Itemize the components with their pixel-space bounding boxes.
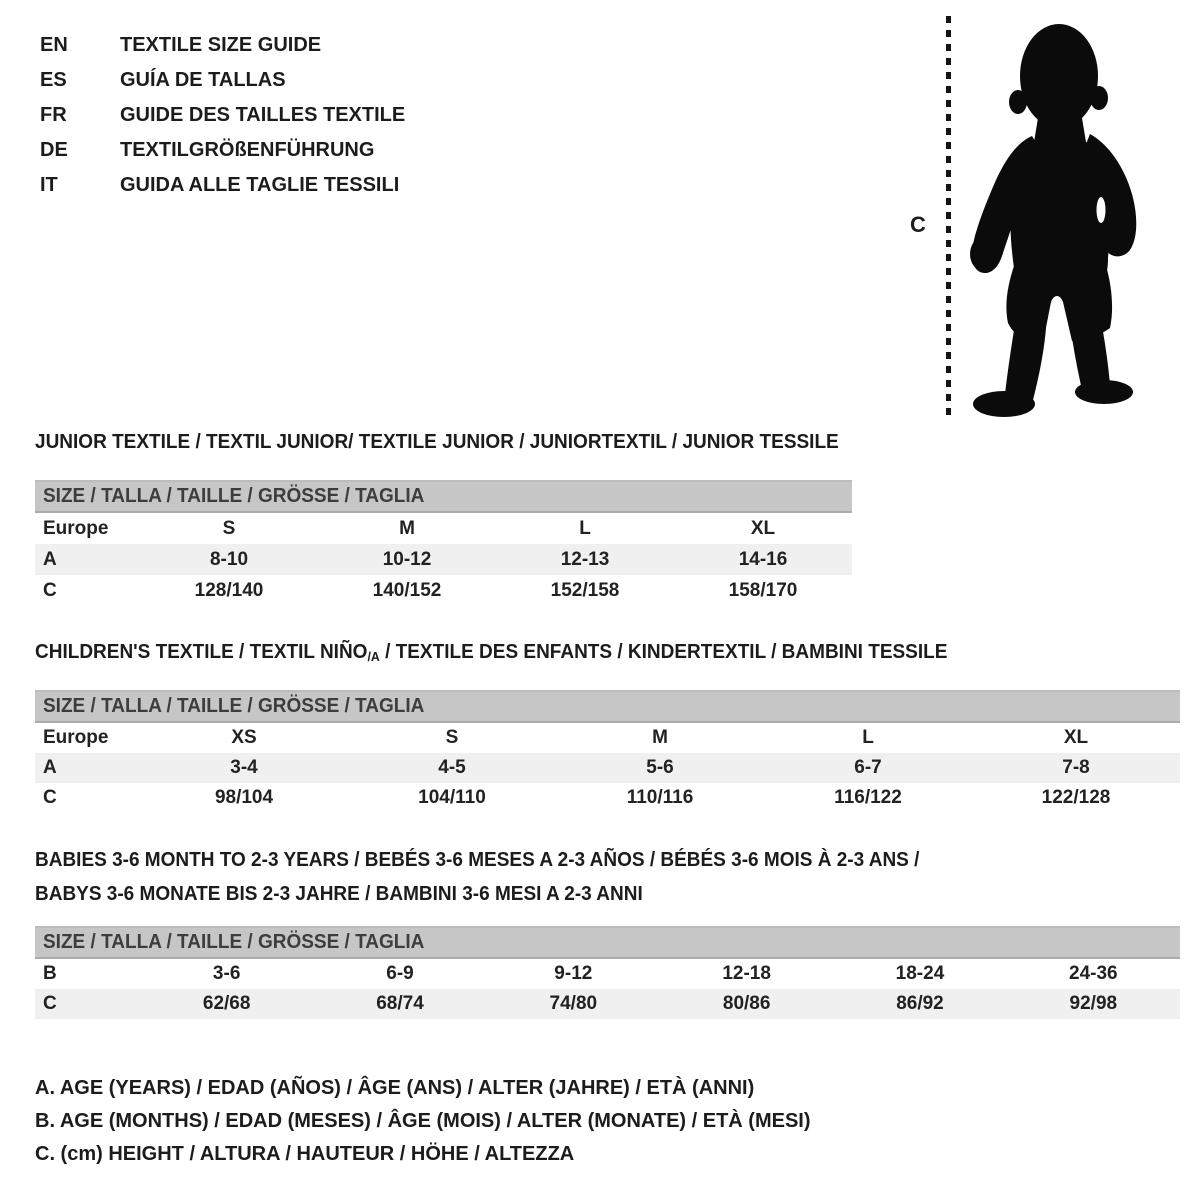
table-row-europe bbox=[35, 513, 852, 544]
table-row-height-cm bbox=[35, 783, 1180, 813]
junior-table-title-text: JUNIOR TEXTILE / TEXTIL JUNIOR/ TEXTILE JUNIOR / JUNIORTEXTIL / JUNIOR TESSILE bbox=[35, 431, 839, 453]
size-cell: XS bbox=[231, 727, 257, 748]
size-cell: M bbox=[652, 727, 668, 748]
size-cell: S bbox=[222, 517, 236, 539]
height-measure-dashed-line bbox=[946, 16, 951, 418]
table-row-height-cm bbox=[35, 989, 1180, 1019]
height-cell: 110/116 bbox=[626, 787, 694, 808]
junior-textile-table bbox=[35, 480, 852, 606]
row-label: Europe bbox=[43, 517, 109, 539]
language-row-de bbox=[40, 133, 405, 168]
children-title-suffix: / TEXTILE DES ENFANTS / KINDERTEXTIL / BAMBINI TESSILE bbox=[379, 641, 948, 663]
babies-table-title-line2 bbox=[35, 883, 675, 906]
guide-title-fr: GUIDE DES TAILLES TEXTILE bbox=[120, 104, 406, 126]
table-row-height-cm bbox=[35, 575, 852, 606]
children-title-sub: /A bbox=[367, 649, 380, 664]
language-row-fr bbox=[40, 98, 405, 133]
guide-title-it: GUIDA ALLE TAGLIE TESSILI bbox=[120, 174, 400, 196]
size-cell: XL bbox=[1063, 727, 1089, 748]
age-cell: 7-8 bbox=[1062, 757, 1090, 778]
children-table-title bbox=[35, 641, 995, 664]
language-row-en bbox=[40, 28, 405, 63]
age-cell: 5-6 bbox=[646, 757, 674, 778]
guide-title-en: TEXTILE SIZE GUIDE bbox=[120, 34, 322, 56]
age-cell: 10-12 bbox=[382, 548, 432, 570]
height-cell: 92/98 bbox=[1069, 993, 1118, 1014]
row-label: C bbox=[43, 579, 57, 601]
babies-table-title-line1-text: BABIES 3-6 MONTH TO 2-3 YEARS / BEBÉS 3-6 MESES A 2-3 AÑOS / BÉBÉS 3-6 MOIS À 2-3 ANS / bbox=[35, 849, 920, 871]
height-cell: 62/68 bbox=[202, 993, 251, 1014]
age-cell: 3-6 bbox=[212, 963, 241, 984]
age-cell: 24-36 bbox=[1069, 963, 1118, 984]
guide-title-es: GUÍA DE TALLAS bbox=[120, 69, 286, 91]
junior-table-title bbox=[35, 431, 881, 454]
babies-table-title-line1 bbox=[35, 849, 966, 872]
table-row-age-months bbox=[35, 959, 1180, 989]
size-cell: M bbox=[399, 517, 415, 539]
age-cell: 8-10 bbox=[209, 548, 249, 570]
age-cell: 12-13 bbox=[560, 548, 610, 570]
language-row-es bbox=[40, 63, 405, 98]
language-code: IT bbox=[40, 174, 58, 196]
height-cell: 152/158 bbox=[550, 579, 620, 601]
row-label: C bbox=[43, 993, 57, 1014]
height-cell: 104/110 bbox=[418, 787, 486, 808]
table-row-age-years bbox=[35, 544, 852, 575]
footnote-a: A. AGE (YEARS) / EDAD (AÑOS) / ÂGE (ANS) / ALTER (JAHRE) / ETÀ (ANNI) bbox=[35, 1077, 755, 1099]
babies-textile-table bbox=[35, 926, 1180, 1019]
row-label: A bbox=[43, 548, 57, 570]
height-cell: 98/104 bbox=[214, 787, 274, 808]
language-code: ES bbox=[40, 69, 67, 91]
height-cell: 68/74 bbox=[376, 993, 424, 1014]
height-cell: 122/128 bbox=[1041, 787, 1111, 808]
size-cell: L bbox=[579, 517, 591, 539]
table-row-age-years bbox=[35, 753, 1180, 783]
height-cell: 116/122 bbox=[834, 787, 902, 808]
size-header-bar bbox=[35, 690, 1180, 723]
footnote-c: C. (cm) HEIGHT / ALTURA / HAUTEUR / HÖHE / ALTEZZA bbox=[35, 1143, 575, 1165]
size-header-label: SIZE / TALLA / TAILLE / GRÖSSE / TAGLIA bbox=[43, 485, 425, 507]
height-cell: 80/86 bbox=[722, 993, 771, 1014]
row-label: B bbox=[43, 963, 57, 984]
row-label: Europe bbox=[43, 727, 109, 748]
children-textile-table bbox=[35, 690, 1180, 813]
age-cell: 3-4 bbox=[230, 757, 258, 778]
table-row-europe bbox=[35, 723, 1180, 753]
height-cell: 128/140 bbox=[194, 579, 264, 601]
babies-table-title-line2-text: BABYS 3-6 MONATE BIS 2-3 JAHRE / BAMBINI 3-6 MESI A 2-3 ANNI bbox=[35, 883, 643, 905]
size-header-label: SIZE / TALLA / TAILLE / GRÖSSE / TAGLIA bbox=[43, 695, 425, 717]
size-header-bar bbox=[35, 926, 1180, 959]
height-cell: 140/152 bbox=[372, 579, 442, 601]
row-label: A bbox=[43, 757, 57, 778]
language-code: DE bbox=[40, 139, 68, 161]
age-cell: 14-16 bbox=[738, 548, 788, 570]
height-cell: 158/170 bbox=[728, 579, 798, 601]
age-cell: 9-12 bbox=[554, 963, 593, 984]
size-header-label: SIZE / TALLA / TAILLE / GRÖSSE / TAGLIA bbox=[43, 931, 425, 953]
age-cell: 4-5 bbox=[438, 757, 466, 778]
children-table-title-text bbox=[35, 641, 947, 664]
language-title-list bbox=[40, 28, 405, 203]
guide-title-de: TEXTILGRÖßENFÜHRUNG bbox=[120, 139, 375, 161]
age-cell: 6-9 bbox=[386, 963, 414, 984]
language-code: FR bbox=[40, 104, 67, 126]
language-code: EN bbox=[40, 34, 68, 56]
age-cell: 18-24 bbox=[895, 963, 945, 984]
size-cell: XL bbox=[750, 517, 776, 539]
legend-footnotes bbox=[35, 1072, 811, 1171]
footnote-b: B. AGE (MONTHS) / EDAD (MESES) / ÂGE (MOIS) / ALTER (MONATE) / ETÀ (MESI) bbox=[35, 1110, 811, 1132]
age-cell: 12-18 bbox=[722, 963, 771, 984]
age-cell: 6-7 bbox=[854, 757, 882, 778]
height-measure-label: C bbox=[910, 212, 926, 237]
height-cell: 74/80 bbox=[549, 993, 598, 1014]
size-cell: L bbox=[862, 727, 874, 748]
size-header-bar bbox=[35, 480, 852, 513]
row-label: C bbox=[43, 787, 57, 808]
size-cell: S bbox=[445, 727, 459, 748]
toddler-silhouette-image bbox=[958, 18, 1142, 420]
language-row-it bbox=[40, 168, 405, 203]
children-title-prefix: CHILDREN'S TEXTILE / TEXTIL NIÑO bbox=[35, 641, 368, 663]
height-cell: 86/92 bbox=[896, 993, 944, 1014]
